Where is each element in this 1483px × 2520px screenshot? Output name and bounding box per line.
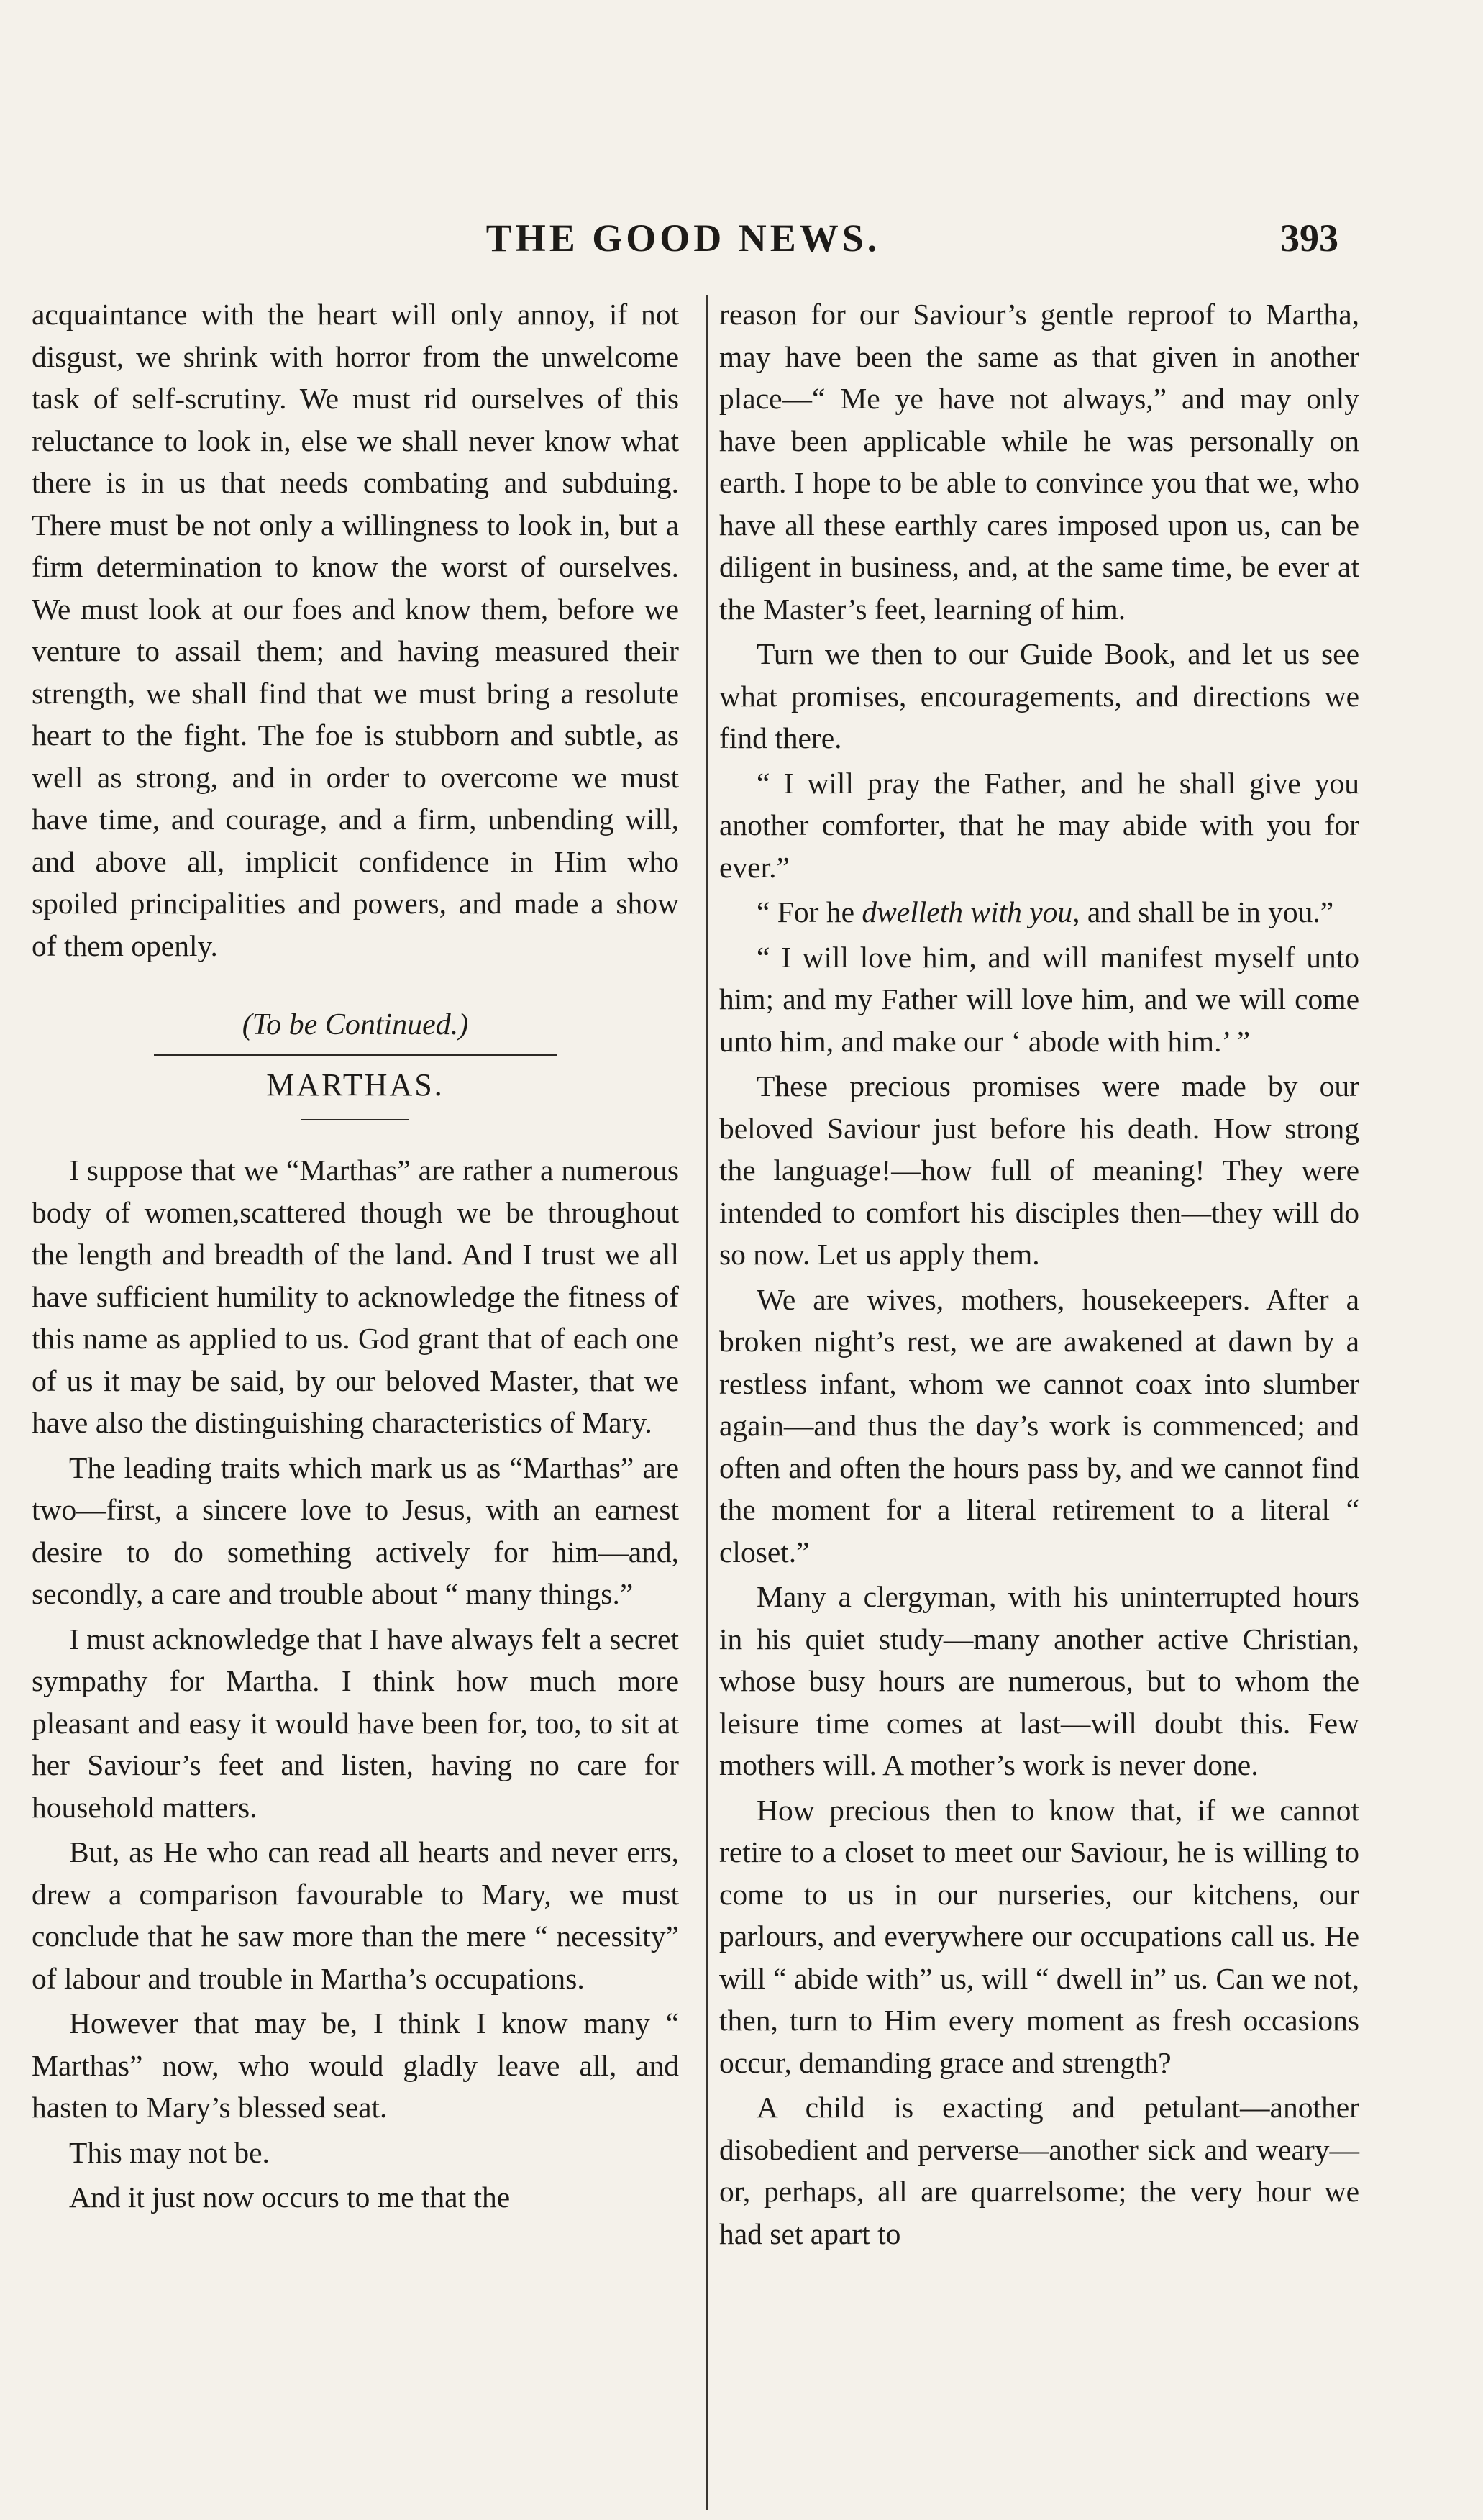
paragraph: How precious then to know that, if we cannot retire to a closet to meet our Saviour, he is willing to come to us in our nurseries, our kitchens, our parlours, and everywhere our occupations call us. He will “ abide with” us, will “ dwell in” us. Can we not, then, turn to Him every moment as fresh occasions occur, demanding grace and strength?	[719, 1793, 1359, 2079]
running-title: THE GOOD NEWS.	[485, 216, 881, 260]
scripture-quote: “ I will pray the Father, and he shall give you another comforter, that he may abide with you for ever.”	[719, 766, 1359, 884]
scripture-quote: “ I will love him, and will manifest myself unto him; and my Father will love him, and we will come unto him, and make our ‘ abode with him.’ ”	[719, 940, 1359, 1058]
right-column	[719, 293, 1359, 2258]
paragraph: Turn we then to our Guide Book, and let us see what promises, encouragements, and directions we find there.	[719, 637, 1359, 754]
page-header	[0, 216, 1483, 273]
page-number: 393	[1280, 216, 1338, 260]
paragraph: We are wives, mothers, housekeepers. After a broken night’s rest, we are awakened at dawn by a restless infant, whom we cannot coax into slumber again—and thus the day’s work is commenced; and often and often the hours pass by, and we cannot find the moment for a literal retirement to a literal “ closet.”	[719, 1282, 1359, 1569]
emphasized-text: dwelleth with you	[862, 895, 1073, 928]
left-column	[32, 293, 679, 2222]
paragraph: reason for our Saviour’s gentle reproof to Martha, may have been the same as that given in another place—“ Me ye have not always,” and may only have been applicable while he was personally on earth. I hope to be able to convince you that we, who have all these earthly cares imposed upon us, can be diligent in business, and, at the same time, be ever at the Master’s feet, learning of him.	[719, 298, 1359, 626]
column-divider	[706, 295, 708, 2510]
section-divider	[154, 1054, 557, 1056]
paragraph: acquaintance with the heart will only annoy, if not disgust, we shrink with horror from the unwelcome task of self-scrutiny. We must rid ourselves of this reluctance to look in, else we shall never know what there is in us that needs combating and subduing. There must be not only a willingness to look in, but a firm determination to know the worst of ourselves. We must look at our foes and know them, before we venture to assail them; and having measured their strength, we shall find that we must bring a resolute heart to the fight. The foe is stubborn and subtle, as well as strong, and in order to overcome we must have time, and courage, and a firm, unbending will, and above all, implicit confidence in Him who spoiled principalities and powers, and made a show of them openly.	[32, 298, 679, 962]
to-be-continued: (To be Continued.)	[242, 1008, 469, 1041]
quote-text: , and shall be in you.”	[1072, 895, 1334, 928]
paragraph: These precious promises were made by our beloved Saviour just before his death. How strong the language!—how full of meaning! They were intended to comfort his disciples then—they will do so now. Let us apply them.	[719, 1069, 1359, 1271]
paragraph: However that may be, I think I know many “ Marthas” now, who would gladly leave all, and hasten to Mary’s blessed seat.	[32, 2007, 679, 2124]
scripture-quote	[719, 891, 1359, 933]
title-underline	[301, 1119, 409, 1120]
paragraph: And it just now occurs to me that the	[69, 2181, 511, 2214]
paragraph: Many a clergyman, with his uninterrupted hours in his quiet study—many another active Christian, whose busy hours are numerous, but to whom the leisure time comes at last—will doubt this. Few mothers will. A mother’s work is never done.	[719, 1580, 1359, 1781]
paragraph: I suppose that we “Marthas” are rather a numerous body of women,scattered though we be throughout the length and breadth of the land. And I trust we all have sufficient humility to acknowledge the fitness of this name as applied to us. God grant that of each one of us it may be said, by our beloved Master, that we have also the distinguishing characteristics of Mary.	[32, 1154, 679, 1439]
paragraph: A child is exacting and petulant—another disobedient and perverse—another sick and weary—or, perhaps, all are quarrelsome; the very hour we had set apart to	[719, 2091, 1359, 2250]
paragraph: But, as He who can read all hearts and never errs, drew a comparison favourable to Mary, we must conclude that he saw more than the mere “ necessity” of labour and trouble in Martha’s occupations.	[32, 1835, 679, 1995]
paragraph: I must acknowledge that I have always felt a secret sympathy for Martha. I think how much more pleasant and easy it would have been for, too, to sit at her Saviour’s feet and listen, having no care for household matters.	[32, 1622, 679, 1824]
paragraph: The leading traits which mark us as “Marthas” are two—first, a sincere love to Jesus, with an earnest desire to do something actively for him—and, secondly, a care and trouble about “ many things.”	[32, 1451, 679, 1610]
quote-text: “ For he	[757, 895, 862, 928]
paragraph: This may not be.	[69, 2135, 270, 2169]
section-title: MARTHAS.	[266, 1067, 444, 1102]
